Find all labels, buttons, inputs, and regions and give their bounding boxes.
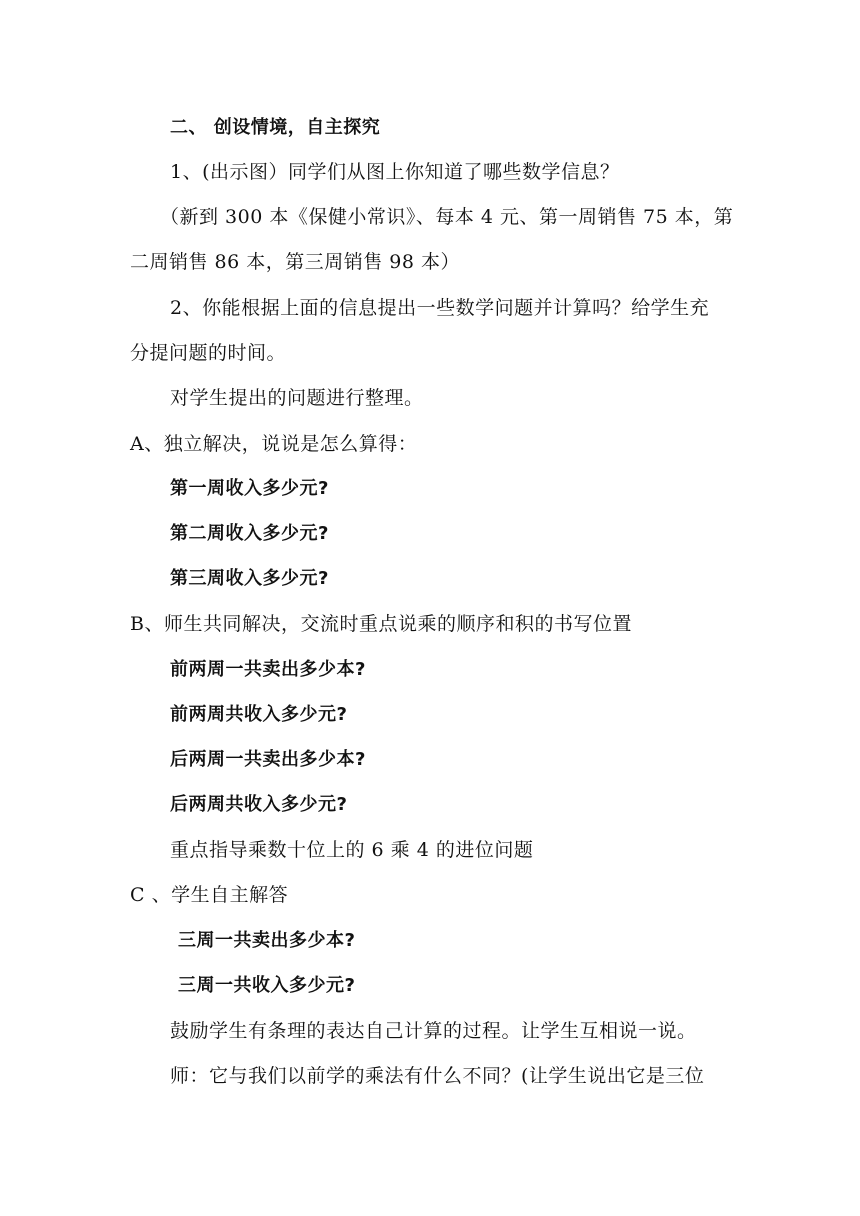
section-heading: 二、 创设情境，自主探究 [170, 117, 381, 138]
question-a1: 第一周收入多少元? [170, 478, 329, 499]
question-a3: 第三周收入多少元? [170, 568, 329, 589]
question-c2: 三周一共收入多少元? [178, 975, 356, 996]
question-c1: 三周一共卖出多少本? [178, 930, 356, 951]
question-b1: 前两周一共卖出多少本? [170, 659, 366, 680]
section-a-title: A、独立解决，说说是怎么算得： [130, 433, 418, 455]
question-b4: 后两周共收入多少元? [170, 794, 348, 815]
section-b-title: B、师生共同解决，交流时重点说乘的顺序和积的书写位置 [130, 613, 632, 635]
info-line-1: （新到 300 本《保健小常识》、每本 4 元、第一周销售 75 本，第 [160, 206, 734, 228]
info-line-2: 二周销售 86 本，第三周销售 98 本） [130, 251, 461, 273]
b-note: 重点指导乘数十位上的 6 乘 4 的进位问题 [170, 839, 534, 861]
question-b3: 后两周一共卖出多少本? [170, 749, 366, 770]
section-c-title: C 、学生自主解答 [130, 884, 289, 906]
teacher-text: 师：它与我们以前学的乘法有什么不同？(让学生说出它是三位 [170, 1065, 705, 1087]
question-1: 1、(出示图）同学们从图上你知道了哪些数学信息？ [170, 161, 620, 183]
organize-text: 对学生提出的问题进行整理。 [170, 387, 424, 409]
question-b2: 前两周共收入多少元? [170, 704, 348, 725]
question-2-line-1: 2、你能根据上面的信息提出一些数学问题并计算吗？给学生充 [170, 297, 710, 319]
encourage-text: 鼓励学生有条理的表达自己计算的过程。让学生互相说一说。 [170, 1020, 697, 1042]
question-a2: 第二周收入多少元? [170, 523, 329, 544]
question-2-line-2: 分提问题的时间。 [130, 342, 287, 364]
